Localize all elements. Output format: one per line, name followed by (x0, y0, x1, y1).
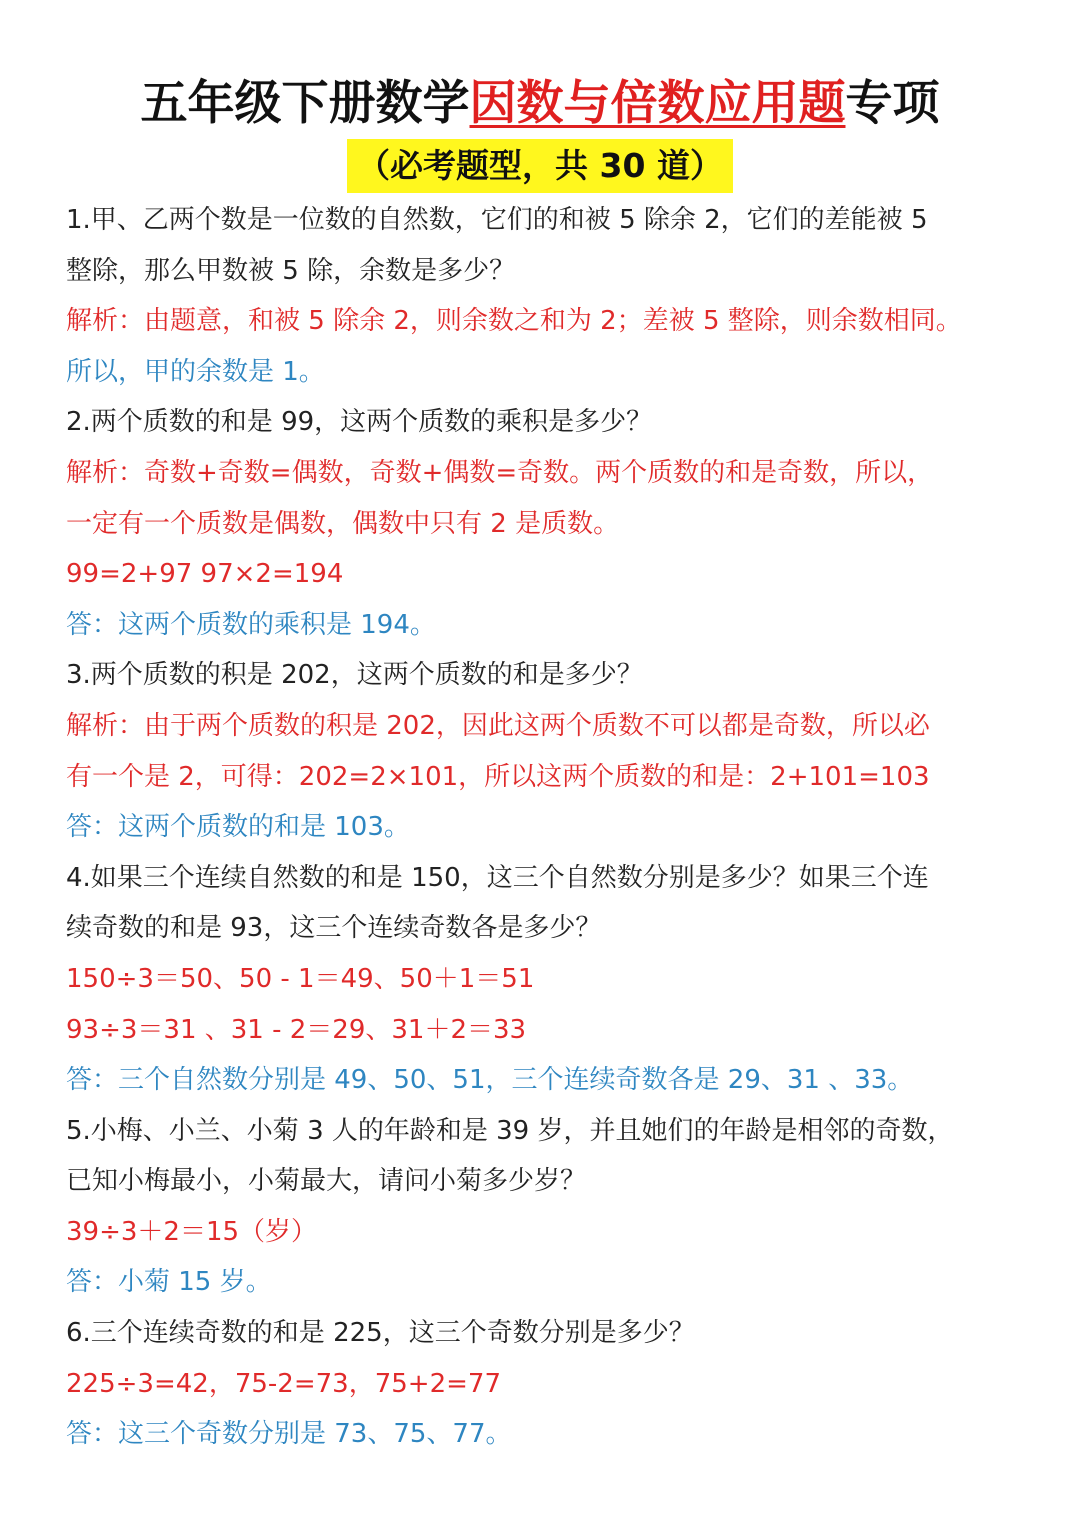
page-title (0, 72, 1080, 136)
solution-line: 93÷3＝31 、31 - 2＝29、31＋2＝33 (66, 1014, 527, 1045)
question-line: 2.两个质数的和是 99，这两个质数的乘积是多少？ (66, 407, 653, 438)
question-line: 3.两个质数的积是 202，这两个质数的和是多少？ (66, 660, 643, 691)
title-suffix: 专项 (845, 76, 940, 131)
answer-line: 所以，甲的余数是 1。 (66, 356, 325, 387)
question-line: 4.如果三个连续自然数的和是 150，这三个自然数分别是多少？如果三个连 (66, 862, 929, 893)
problem-list (66, 195, 1026, 1460)
subtitle-banner (347, 139, 733, 193)
solution-line: 解析：由题意，和被 5 除余 2，则余数之和为 2；差被 5 整除，则余数相同。 (66, 306, 962, 337)
solution-line: 解析：由于两个质数的积是 202，因此这两个质数不可以都是奇数，所以必 (66, 710, 930, 741)
question-line: 已知小梅最小，小菊最大，请问小菊多少岁？ (66, 1166, 587, 1197)
answer-line: 答：这两个质数的乘积是 194。 (66, 609, 436, 640)
answer-line: 答：三个自然数分别是 49、50、51，三个连续奇数各是 29、31 、33。 (66, 1065, 914, 1096)
question-line: 6.三个连续奇数的和是 225，这三个奇数分别是多少？ (66, 1318, 695, 1349)
solution-line: 150÷3＝50、50 - 1＝49、50＋1＝51 (66, 963, 535, 994)
solution-line: 99=2+97 97×2=194 (66, 559, 344, 590)
question-line: 1.甲、乙两个数是一位数的自然数，它们的和被 5 除余 2，它们的差能被 5 (66, 205, 928, 235)
solution-line: 有一个是 2，可得：202=2×101，所以这两个质数的和是：2+101=103 (66, 761, 930, 792)
solution-line: 39÷3＋2＝15（岁） (66, 1216, 318, 1247)
title-highlight: 因数与倍数应用题 (469, 76, 846, 131)
question-line: 续奇数的和是 93，这三个连续奇数各是多少？ (66, 913, 602, 944)
solution-line: 一定有一个质数是偶数，偶数中只有 2 是质数。 (66, 508, 620, 539)
subtitle-text: （必考题型，共 30 道） (357, 146, 723, 185)
answer-line: 答：这两个质数的和是 103。 (66, 812, 410, 843)
title-prefix: 五年级下册数学 (140, 76, 470, 131)
solution-line: 解析：奇数+奇数=偶数，奇数+偶数=奇数。两个质数的和是奇数，所以， (66, 457, 934, 488)
solution-line: 225÷3=42，75-2=73，75+2=77 (66, 1368, 501, 1399)
question-line: 5.小梅、小兰、小菊 3 人的年龄和是 39 岁，并且她们的年龄是相邻的奇数， (66, 1115, 954, 1146)
answer-line: 答：这三个奇数分别是 73、75、77。 (66, 1419, 512, 1450)
answer-line: 答：小菊 15 岁。 (66, 1267, 272, 1298)
question-line: 整除，那么甲数被 5 除，余数是多少？ (66, 255, 516, 286)
